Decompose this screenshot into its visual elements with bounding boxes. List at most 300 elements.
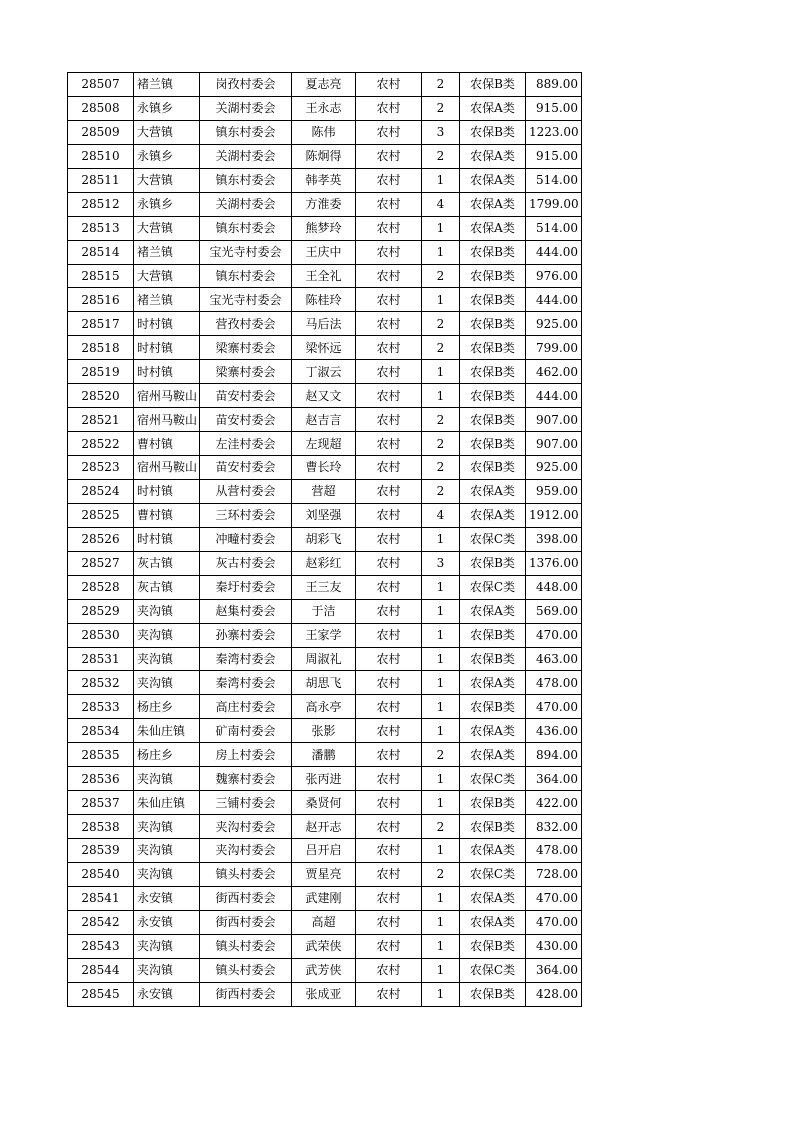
cell-count: 1: [422, 934, 460, 958]
cell-count: 1: [422, 384, 460, 408]
cell-category: 农保B类: [460, 456, 526, 480]
cell-count: 2: [422, 336, 460, 360]
cell-count: 1: [422, 791, 460, 815]
cell-id: 28537: [68, 791, 134, 815]
cell-category: 农保B类: [460, 312, 526, 336]
cell-type: 农村: [356, 719, 422, 743]
cell-count: 1: [422, 216, 460, 240]
table-row: [68, 264, 582, 288]
cell-name: 王家学: [292, 623, 356, 647]
cell-name: 丁淑云: [292, 360, 356, 384]
cell-id: 28530: [68, 623, 134, 647]
cell-town: 永镇乡: [134, 144, 200, 168]
table-row: [68, 432, 582, 456]
cell-village: 梁寨村委会: [200, 360, 292, 384]
cell-type: 农村: [356, 551, 422, 575]
cell-count: 2: [422, 456, 460, 480]
cell-town: 大营镇: [134, 120, 200, 144]
cell-type: 农村: [356, 671, 422, 695]
table-row: [68, 288, 582, 312]
cell-id: 28528: [68, 575, 134, 599]
table-row: [68, 719, 582, 743]
cell-town: 曹村镇: [134, 503, 200, 527]
cell-count: 1: [422, 623, 460, 647]
cell-category: 农保A类: [460, 719, 526, 743]
cell-amount: 436.00: [526, 719, 582, 743]
cell-amount: 1912.00: [526, 503, 582, 527]
cell-category: 农保A类: [460, 839, 526, 863]
cell-amount: 444.00: [526, 288, 582, 312]
cell-type: 农村: [356, 120, 422, 144]
cell-type: 农村: [356, 73, 422, 97]
cell-id: 28517: [68, 312, 134, 336]
cell-town: 永安镇: [134, 886, 200, 910]
cell-type: 农村: [356, 791, 422, 815]
cell-type: 农村: [356, 384, 422, 408]
cell-amount: 907.00: [526, 408, 582, 432]
cell-town: 永安镇: [134, 982, 200, 1006]
cell-name: 武建刚: [292, 886, 356, 910]
table-row: [68, 623, 582, 647]
cell-count: 2: [422, 144, 460, 168]
cell-town: 夹沟镇: [134, 767, 200, 791]
cell-village: 关湖村委会: [200, 144, 292, 168]
table-row: [68, 192, 582, 216]
table-row: [68, 839, 582, 863]
cell-amount: 915.00: [526, 96, 582, 120]
cell-category: 农保B类: [460, 120, 526, 144]
cell-category: 农保B类: [460, 264, 526, 288]
cell-village: 镇头村委会: [200, 934, 292, 958]
cell-type: 农村: [356, 982, 422, 1006]
cell-name: 武荣侠: [292, 934, 356, 958]
cell-category: 农保A类: [460, 96, 526, 120]
cell-id: 28539: [68, 839, 134, 863]
cell-category: 农保B类: [460, 647, 526, 671]
table-row: [68, 216, 582, 240]
cell-type: 农村: [356, 360, 422, 384]
cell-village: 高庄村委会: [200, 695, 292, 719]
cell-town: 时村镇: [134, 527, 200, 551]
cell-id: 28545: [68, 982, 134, 1006]
table-row: [68, 312, 582, 336]
cell-count: 1: [422, 527, 460, 551]
cell-category: 农保B类: [460, 934, 526, 958]
cell-category: 农保A类: [460, 599, 526, 623]
cell-count: 1: [422, 599, 460, 623]
cell-name: 赵彩红: [292, 551, 356, 575]
cell-type: 农村: [356, 695, 422, 719]
cell-name: 曹长玲: [292, 456, 356, 480]
cell-category: 农保C类: [460, 862, 526, 886]
cell-id: 28523: [68, 456, 134, 480]
table-row: [68, 96, 582, 120]
cell-name: 王三友: [292, 575, 356, 599]
cell-id: 28509: [68, 120, 134, 144]
table-row: [68, 934, 582, 958]
table-row: [68, 599, 582, 623]
cell-id: 28511: [68, 168, 134, 192]
cell-town: 永镇乡: [134, 96, 200, 120]
cell-count: 4: [422, 192, 460, 216]
cell-village: 秦湾村委会: [200, 671, 292, 695]
table-row: [68, 910, 582, 934]
cell-name: 营超: [292, 479, 356, 503]
cell-category: 农保A类: [460, 886, 526, 910]
cell-name: 赵吉言: [292, 408, 356, 432]
cell-id: 28510: [68, 144, 134, 168]
cell-town: 夹沟镇: [134, 671, 200, 695]
cell-name: 夏志亮: [292, 73, 356, 97]
cell-village: 三环村委会: [200, 503, 292, 527]
cell-count: 2: [422, 312, 460, 336]
cell-village: 秦湾村委会: [200, 647, 292, 671]
cell-id: 28519: [68, 360, 134, 384]
cell-type: 农村: [356, 958, 422, 982]
table-row: [68, 671, 582, 695]
cell-count: 1: [422, 982, 460, 1006]
cell-type: 农村: [356, 862, 422, 886]
cell-category: 农保A类: [460, 168, 526, 192]
cell-category: 农保B类: [460, 408, 526, 432]
cell-town: 时村镇: [134, 336, 200, 360]
table-row: [68, 408, 582, 432]
cell-village: 营孜村委会: [200, 312, 292, 336]
cell-amount: 430.00: [526, 934, 582, 958]
cell-id: 28532: [68, 671, 134, 695]
cell-town: 夹沟镇: [134, 623, 200, 647]
cell-count: 1: [422, 288, 460, 312]
table-row: [68, 767, 582, 791]
cell-town: 杨庄乡: [134, 743, 200, 767]
cell-town: 夹沟镇: [134, 815, 200, 839]
cell-id: 28540: [68, 862, 134, 886]
cell-type: 农村: [356, 623, 422, 647]
cell-type: 农村: [356, 264, 422, 288]
table-row: [68, 384, 582, 408]
cell-amount: 728.00: [526, 862, 582, 886]
cell-village: 灰古村委会: [200, 551, 292, 575]
cell-count: 1: [422, 886, 460, 910]
cell-amount: 894.00: [526, 743, 582, 767]
cell-id: 28513: [68, 216, 134, 240]
cell-name: 韩孝英: [292, 168, 356, 192]
cell-id: 28541: [68, 886, 134, 910]
cell-town: 时村镇: [134, 312, 200, 336]
cell-count: 2: [422, 743, 460, 767]
table-row: [68, 886, 582, 910]
cell-count: 1: [422, 575, 460, 599]
cell-village: 苗安村委会: [200, 384, 292, 408]
cell-name: 赵开志: [292, 815, 356, 839]
cell-town: 永镇乡: [134, 192, 200, 216]
cell-id: 28535: [68, 743, 134, 767]
cell-village: 镇东村委会: [200, 216, 292, 240]
cell-town: 夹沟镇: [134, 862, 200, 886]
cell-id: 28508: [68, 96, 134, 120]
cell-name: 熊梦玲: [292, 216, 356, 240]
cell-amount: 889.00: [526, 73, 582, 97]
cell-category: 农保C类: [460, 767, 526, 791]
cell-category: 农保B类: [460, 73, 526, 97]
cell-village: 镇东村委会: [200, 168, 292, 192]
cell-name: 张影: [292, 719, 356, 743]
cell-count: 3: [422, 120, 460, 144]
cell-amount: 422.00: [526, 791, 582, 815]
cell-village: 孙寨村委会: [200, 623, 292, 647]
cell-amount: 463.00: [526, 647, 582, 671]
cell-category: 农保A类: [460, 144, 526, 168]
cell-name: 高超: [292, 910, 356, 934]
cell-type: 农村: [356, 599, 422, 623]
cell-amount: 428.00: [526, 982, 582, 1006]
cell-amount: 799.00: [526, 336, 582, 360]
cell-amount: 444.00: [526, 384, 582, 408]
cell-amount: 1223.00: [526, 120, 582, 144]
cell-amount: 976.00: [526, 264, 582, 288]
cell-id: 28533: [68, 695, 134, 719]
cell-town: 大营镇: [134, 216, 200, 240]
cell-name: 赵又文: [292, 384, 356, 408]
cell-village: 岗孜村委会: [200, 73, 292, 97]
cell-category: 农保B类: [460, 384, 526, 408]
cell-type: 农村: [356, 527, 422, 551]
cell-amount: 470.00: [526, 695, 582, 719]
cell-name: 胡思飞: [292, 671, 356, 695]
cell-count: 1: [422, 671, 460, 695]
cell-amount: 925.00: [526, 456, 582, 480]
cell-amount: 398.00: [526, 527, 582, 551]
cell-category: 农保A类: [460, 192, 526, 216]
cell-name: 武芳侠: [292, 958, 356, 982]
cell-count: 2: [422, 264, 460, 288]
cell-village: 宝光寺村委会: [200, 240, 292, 264]
cell-id: 28522: [68, 432, 134, 456]
cell-count: 1: [422, 839, 460, 863]
cell-type: 农村: [356, 240, 422, 264]
cell-category: 农保A类: [460, 479, 526, 503]
cell-type: 农村: [356, 767, 422, 791]
table-row: [68, 336, 582, 360]
cell-village: 镇头村委会: [200, 958, 292, 982]
cell-id: 28514: [68, 240, 134, 264]
cell-amount: 569.00: [526, 599, 582, 623]
cell-village: 冲疃村委会: [200, 527, 292, 551]
table-body: [68, 73, 582, 1007]
cell-category: 农保B类: [460, 240, 526, 264]
cell-town: 时村镇: [134, 360, 200, 384]
cell-type: 农村: [356, 216, 422, 240]
cell-name: 桑贤何: [292, 791, 356, 815]
cell-id: 28531: [68, 647, 134, 671]
cell-town: 夹沟镇: [134, 647, 200, 671]
cell-category: 农保B类: [460, 982, 526, 1006]
cell-type: 农村: [356, 288, 422, 312]
cell-name: 刘坚强: [292, 503, 356, 527]
cell-village: 夹沟村委会: [200, 839, 292, 863]
cell-name: 高永亭: [292, 695, 356, 719]
cell-type: 农村: [356, 575, 422, 599]
cell-type: 农村: [356, 647, 422, 671]
cell-id: 28515: [68, 264, 134, 288]
cell-id: 28544: [68, 958, 134, 982]
cell-town: 大营镇: [134, 168, 200, 192]
cell-village: 街西村委会: [200, 910, 292, 934]
cell-count: 1: [422, 958, 460, 982]
cell-count: 2: [422, 862, 460, 886]
cell-id: 28520: [68, 384, 134, 408]
data-table: [67, 72, 582, 1007]
cell-category: 农保A类: [460, 216, 526, 240]
cell-village: 镇东村委会: [200, 120, 292, 144]
cell-id: 28516: [68, 288, 134, 312]
cell-village: 街西村委会: [200, 982, 292, 1006]
cell-name: 张丙进: [292, 767, 356, 791]
cell-village: 镇东村委会: [200, 264, 292, 288]
cell-name: 陈伟: [292, 120, 356, 144]
cell-town: 朱仙庄镇: [134, 719, 200, 743]
cell-name: 马后法: [292, 312, 356, 336]
cell-name: 王庆中: [292, 240, 356, 264]
cell-village: 梁寨村委会: [200, 336, 292, 360]
cell-category: 农保A类: [460, 743, 526, 767]
cell-count: 2: [422, 73, 460, 97]
cell-village: 宝光寺村委会: [200, 288, 292, 312]
cell-amount: 470.00: [526, 623, 582, 647]
cell-category: 农保B类: [460, 360, 526, 384]
cell-town: 杨庄乡: [134, 695, 200, 719]
cell-count: 1: [422, 360, 460, 384]
cell-town: 永安镇: [134, 910, 200, 934]
cell-amount: 462.00: [526, 360, 582, 384]
cell-town: 夹沟镇: [134, 599, 200, 623]
cell-amount: 444.00: [526, 240, 582, 264]
cell-amount: 448.00: [526, 575, 582, 599]
table-row: [68, 360, 582, 384]
cell-type: 农村: [356, 96, 422, 120]
cell-town: 曹村镇: [134, 432, 200, 456]
table-row: [68, 503, 582, 527]
cell-town: 夹沟镇: [134, 839, 200, 863]
cell-type: 农村: [356, 479, 422, 503]
cell-town: 灰古镇: [134, 551, 200, 575]
cell-village: 从营村委会: [200, 479, 292, 503]
cell-category: 农保C类: [460, 575, 526, 599]
cell-town: 朱仙庄镇: [134, 791, 200, 815]
table-row: [68, 168, 582, 192]
cell-village: 关湖村委会: [200, 192, 292, 216]
cell-amount: 470.00: [526, 886, 582, 910]
cell-amount: 959.00: [526, 479, 582, 503]
cell-amount: 907.00: [526, 432, 582, 456]
cell-type: 农村: [356, 815, 422, 839]
table-row: [68, 575, 582, 599]
cell-village: 矿南村委会: [200, 719, 292, 743]
cell-name: 陈炯得: [292, 144, 356, 168]
cell-count: 1: [422, 647, 460, 671]
cell-type: 农村: [356, 168, 422, 192]
table-row: [68, 695, 582, 719]
table-row: [68, 551, 582, 575]
cell-name: 梁怀远: [292, 336, 356, 360]
cell-id: 28536: [68, 767, 134, 791]
cell-id: 28534: [68, 719, 134, 743]
cell-category: 农保B类: [460, 551, 526, 575]
cell-category: 农保B类: [460, 288, 526, 312]
cell-id: 28529: [68, 599, 134, 623]
table-row: [68, 791, 582, 815]
cell-type: 农村: [356, 910, 422, 934]
cell-town: 夹沟镇: [134, 958, 200, 982]
table-row: [68, 240, 582, 264]
cell-village: 赵集村委会: [200, 599, 292, 623]
cell-name: 左现超: [292, 432, 356, 456]
cell-village: 镇头村委会: [200, 862, 292, 886]
cell-town: 宿州马鞍山: [134, 408, 200, 432]
cell-amount: 514.00: [526, 168, 582, 192]
table-row: [68, 647, 582, 671]
cell-town: 夹沟镇: [134, 934, 200, 958]
cell-amount: 478.00: [526, 839, 582, 863]
table-row: [68, 456, 582, 480]
table-row: [68, 120, 582, 144]
cell-count: 4: [422, 503, 460, 527]
cell-id: 28538: [68, 815, 134, 839]
cell-name: 王永志: [292, 96, 356, 120]
cell-amount: 832.00: [526, 815, 582, 839]
cell-count: 2: [422, 96, 460, 120]
cell-count: 1: [422, 695, 460, 719]
cell-count: 1: [422, 719, 460, 743]
cell-name: 吕开启: [292, 839, 356, 863]
cell-type: 农村: [356, 312, 422, 336]
cell-count: 2: [422, 408, 460, 432]
cell-amount: 478.00: [526, 671, 582, 695]
cell-village: 街西村委会: [200, 886, 292, 910]
cell-category: 农保A类: [460, 910, 526, 934]
cell-id: 28521: [68, 408, 134, 432]
cell-count: 3: [422, 551, 460, 575]
cell-category: 农保B类: [460, 432, 526, 456]
cell-id: 28507: [68, 73, 134, 97]
cell-type: 农村: [356, 408, 422, 432]
cell-amount: 514.00: [526, 216, 582, 240]
cell-id: 28518: [68, 336, 134, 360]
cell-amount: 1799.00: [526, 192, 582, 216]
cell-name: 于洁: [292, 599, 356, 623]
cell-type: 农村: [356, 886, 422, 910]
table-row: [68, 958, 582, 982]
table-row: [68, 527, 582, 551]
cell-town: 褚兰镇: [134, 240, 200, 264]
cell-name: 周淑礼: [292, 647, 356, 671]
cell-category: 农保C类: [460, 527, 526, 551]
cell-type: 农村: [356, 192, 422, 216]
cell-type: 农村: [356, 144, 422, 168]
cell-category: 农保A类: [460, 503, 526, 527]
cell-town: 褚兰镇: [134, 288, 200, 312]
cell-type: 农村: [356, 839, 422, 863]
table-row: [68, 144, 582, 168]
cell-village: 房上村委会: [200, 743, 292, 767]
cell-village: 夹沟村委会: [200, 815, 292, 839]
cell-id: 28543: [68, 934, 134, 958]
table-row: [68, 73, 582, 97]
cell-category: 农保A类: [460, 671, 526, 695]
cell-village: 魏寨村委会: [200, 767, 292, 791]
cell-category: 农保B类: [460, 815, 526, 839]
cell-village: 苗安村委会: [200, 456, 292, 480]
